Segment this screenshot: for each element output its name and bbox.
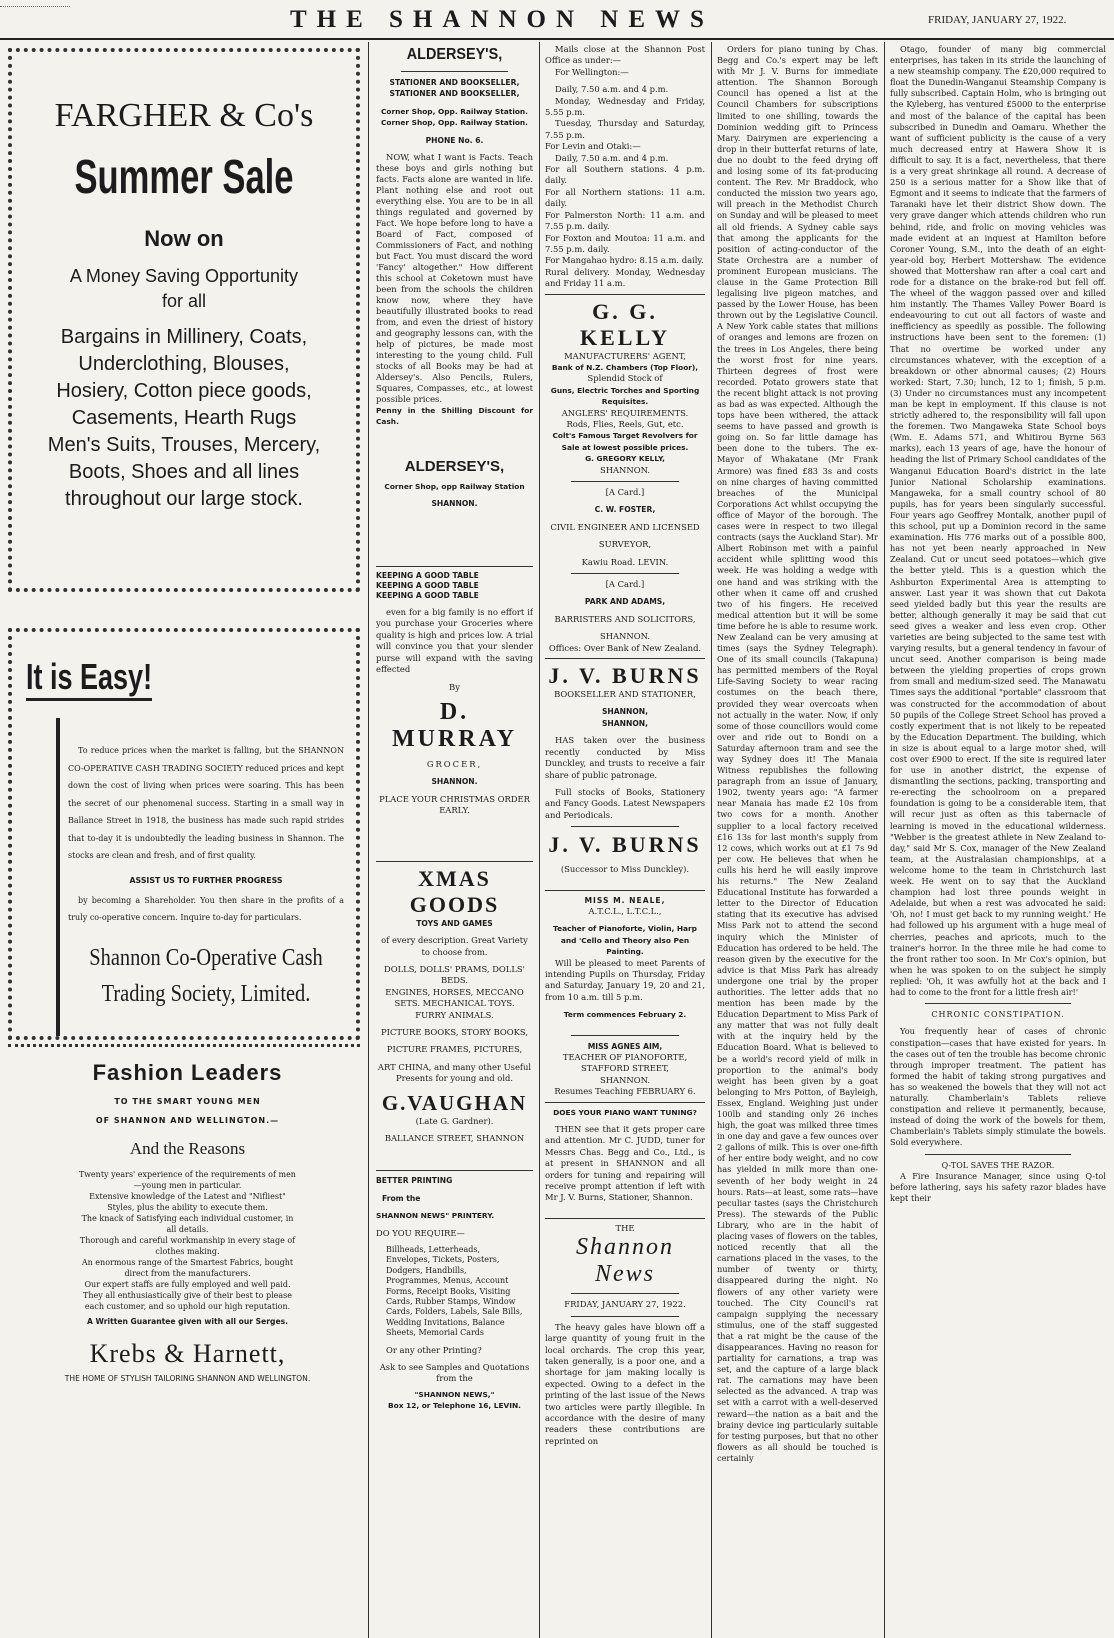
park-town: SHANNON. xyxy=(599,631,651,642)
printing-from: From the xyxy=(382,1193,421,1203)
reason-item: Thorough and careful workmanship in every stage of clothes making. xyxy=(79,1235,296,1256)
fashion-to-line: TO THE SMART YOUNG MEN xyxy=(114,1097,261,1106)
bargain-line: Hosiery, Cotton piece goods, xyxy=(56,380,312,402)
xmas-sub: TOYS AND GAMES xyxy=(416,918,493,928)
mails-line: Rural delivery. Monday, Wednesday and Friday 11 a.m. xyxy=(545,266,705,289)
easy-body: To reduce prices when the market is falling, but the SHANNON CO-OPERATIVE CASH TRADING SOCIETY reduced prices and kept down the cost of living when prices were soaring. This has been the secret of our phenomenal success. Starting in a small way in Ballance Street in 1918, the business has made such rapid strides that to-day it is undoubtedly the leading business in Shannon. The stocks are clean and fresh, and of first quality. xyxy=(68,746,344,860)
issue-date: FRIDAY, JANUARY 27, 1922. xyxy=(928,14,1067,26)
summer-sale-heading: Summer Sale xyxy=(74,151,294,204)
park-name: PARK AND ADAMS, xyxy=(584,597,666,607)
neale-atcl: A.T.C.L., L.T.C.L., xyxy=(588,905,662,916)
chronic-heading: CHRONIC CONSTIPATION. xyxy=(931,1010,1065,1020)
reason-item: An enormous range of the Smartest Fabrics, bought direct from the manufacturers. xyxy=(81,1257,294,1278)
burns-heading-2: J. V. BURNS xyxy=(548,832,702,858)
park-card: [A Card.] xyxy=(605,579,645,590)
foster-card: [A Card.] xyxy=(605,487,645,497)
bargain-line: Bargains in Millinery, Coats, xyxy=(60,326,308,348)
aldersey-sub: STATIONER AND BOOKSELLER, xyxy=(389,78,520,87)
masthead-rule xyxy=(0,6,70,12)
qtol-heading: Q-TOL SAVES THE RAZOR. xyxy=(941,1160,1055,1170)
sn-the: THE xyxy=(615,1222,635,1233)
good-table-line: KEEPING A GOOD TABLE xyxy=(376,590,479,600)
xmas-item: ART CHINA, and many other Useful Presents for young and old. xyxy=(377,1061,532,1084)
piano-body: THEN see that it gets proper care and attention. Mr C. JUDD, tuner for Messrs Chas. Begg and Co., Ltd., is at present in SHANNON and all orders for tuning and repairing will receive prompt attention if left with Mr J. V. Burns, Stationer, Shannon. xyxy=(545,1124,705,1203)
neale-term: Term commences February 2. xyxy=(563,1010,687,1020)
murray-name: D. MURRAY xyxy=(391,699,518,753)
sn-body: The heavy gales have blown off a large quantity of young fruit in the local orchards. The crop this year, taken generally, is a poor one, and a shortage for jam making locally is expected. Owing to a defect in the printing of the last issue of the News two articles were partly illegible. In accordance with the desire of many readers these contributions are reprinted on xyxy=(545,1321,705,1446)
kelly-colt: Colt's Famous Target Revolvers for Sale at lowest possible prices. xyxy=(552,431,698,452)
guarantee-line: A Written Guarantee given with all our Serges. xyxy=(86,1316,288,1326)
burns-town: SHANNON, xyxy=(601,707,649,717)
foster-civil: CIVIL ENGINEER AND LICENSED xyxy=(550,521,700,532)
kelly-guns: Guns, Electric Torches and Sporting Requisites. xyxy=(550,385,700,407)
column-5-news: Otago, founder of many big commercial enterprises, has taken in its stride the launching of a new steamship company. The £20,000 required to float the Dunedin-Wanganui Steamship Company is fully subscribed. Captain Holm, who is bringing out the Kyleberg, has ventured £5000 to the enterprise and most of the balance of the capital has been subscribed in Dunedin and Oamaru. Whether the want of sufficient publicity is the cause of a very much decreased entry at Hawera Show it is difficult to say. It is a fact, nevertheless, that there is a very great shrinkage all round. A decrease of 250 is a serious matter for a Show like that of Egmont and it seems to indicate that the farmers of Taranaki have let their district Show down. The very grave danger which attends children who run behind, ride, and frolic on moving vehicles was made evident at an inquest at Hamilton before Coroner Young, S.M., into the death of an eight-year-old boy, Herbert Mottershaw. The evidence showed that Mottershaw ran after a coal cart and rode for a distance on the brake-rod but fell off. The wheel of the waggon passed over and killed him instantly. The Thames Valley Power Board is endeavouring to cut out all factors of waste and inefficiency as speedily as possible. The following instructions have been sent to the foremen: (1) That no overtime be worked under any circumstances whatever, with the exception of a breakdown or other abnormal causes; (2) Hours worked: Start, 7.30; lunch, 12 to 1; finish, 5 p.m. (3) Under no circumstances must any incompetent man be kept in employment. If this clause is not strictly adhered to, the responsibility will fall upon the foremen. Two Mangaweka State School boys (Wm. E. Adams 571, and Whitirou Byrne 563 marks), each 13 years of age, have the honour of heading the list of Primary School candidates of the Wanganui Education Board's district in the late Junior National Scholarship examinations. Mangaweka, for a small country school of 80 pupils, has for years been singularly successful. Four years ago Geoffrey Montalk, another pupil of this school, put up a Dominion record in the same examination. His 776 marks out of a possible 800, has not yet been nearly approached in New Zealand. Cut or uncut seed potatoes—which give the better yield. This is a question which the Ashburton Experimental Area is attempting to answer. Last year it was shown that cut Dakota seed yielded badly but this year the results are better, although generally it may be said that cut seed gives a weaker and less even crop. Other varieties are being subjected to the same test with varying results, but a general tendency in favour of uncut seed. Another comparison is being made between the yielding properties of crops grown from small and medium-sized seed. The Manawatu Times says the additional "portable" classroom that was constructed for the accommodation of about 50 pupils of the College Street School has proved a costly experiment that is not likely to be repeated by the Education Department. The building, which in size is about equal to a large motor shed, will cost over £900 to erect. If the site is required later for use in another district, the expense of dismantling the sections, packing, transporting and re-erecting the schoolroom on a prepared foundation is going to be a considerable item, that will recur just as often as this tabernacle of learning is moved in the educational wilderness. "Webber is the greatest athlete in New Zealand to-day," said Mr S. Cox, manager of the New Zealand team, at the Australasian championships, at a welcome home to the team in Christchurch last week. He went on to say that the Auckland champion had lost three pounds weight in Adelaide, but when a rest was advocated he said: 'Oh, no! I must get back to my running weight.' He had followed up his argument with a huge meal of cherries, peaches and apricots, much to the trainer's horror. In the three mile he had come to the front rather too soon. In Mr Cox's opinion, but when he was spoken to on the subject he simply replied: 'Oh, it was awfully hot at the back and I had to come to the front for a little fresh air!' xyxy=(890,44,1106,997)
printing-ask: Ask to see Samples and Quotations from the xyxy=(379,1362,530,1384)
burns-town: SHANNON, xyxy=(601,718,649,728)
mails-line: Tuesday, Thursday and Saturday, 7.55 p.m. xyxy=(545,118,705,140)
masthead xyxy=(0,0,1114,40)
xmas-item: ENGINES, HORSES, MECCANO SETS. MECHANICAL TOYS. xyxy=(385,986,524,1009)
bargain-line: throughout our large stock. xyxy=(65,488,303,510)
for-all-line: for all xyxy=(161,291,206,311)
money-saving-line: A Money Saving Opportunity xyxy=(69,266,299,286)
printing-box: Box 12, or Telephone 16, LEVIN. xyxy=(388,1401,521,1411)
mails-line: For Foxton and Moutoa: 11 a.m. and 7.55 p.m. daily. xyxy=(545,232,705,254)
fashion-heading: Fashion Leaders xyxy=(92,1060,283,1085)
column-3 xyxy=(545,44,705,1638)
aldersey-town: SHANNON. xyxy=(431,499,478,509)
printing-items: Billheads, Letterheads, Envelopes, Tickets, Posters, Dodgers, Handbills, Programmes, Menus, Account Forms, Receipt Books, Visiting Cards, Rubber Stamps, Window Cards, Folders, Labels, Sale Bills, Wedding Invitations, Balance Sheets, Memorial Cards xyxy=(386,1245,523,1338)
coop-name-1: Shannon Co-Operative Cash xyxy=(89,944,323,971)
krebs-harnett-name: Krebs & Harnett, xyxy=(89,1338,286,1368)
neale-body: Will be pleased to meet Parents of intending Pupils on Thursday, Friday and Saturday, January 19, 20 and 21, from 10 a.m. till 5 p.m. xyxy=(545,957,705,1002)
newspaper-title: THE SHANNON NEWS xyxy=(290,6,714,33)
vaughan-late: (Late G. Gardner). xyxy=(415,1115,494,1126)
aldersey-heading: ALDERSEY'S, xyxy=(406,46,503,63)
aim-teacher: TEACHER OF PIANOFORTE, xyxy=(562,1052,688,1062)
divider-ornament xyxy=(8,1044,360,1047)
kelly-anglers: ANGLERS' REQUIREMENTS. xyxy=(561,407,689,418)
column-5 xyxy=(890,44,1106,1638)
kelly-name: G. GREGORY KELLY, xyxy=(585,454,665,464)
xmas-item: DOLLS, DOLLS' PRAMS, DOLLS' BEDS. xyxy=(384,963,525,986)
murray-town: SHANNON. xyxy=(431,777,478,787)
printing-heading: BETTER PRINTING xyxy=(376,1176,453,1186)
vaughan-street: BALLANCE STREET, SHANNON xyxy=(384,1132,525,1143)
mails-line: Daily, 7.50 a.m. and 4 p.m. xyxy=(555,84,669,95)
it-is-easy-heading: It is Easy! xyxy=(26,656,152,701)
burns-book: BOOKSELLER AND STATIONER, xyxy=(554,689,696,700)
reason-item: Our expert staffs are fully employed and well paid. They all enthusiastically give of their best to please each customer, and so uphold our high reputation. xyxy=(82,1279,292,1311)
fashion-advert xyxy=(20,1052,355,1384)
xmas-item: PICTURE FRAMES, PICTURES, xyxy=(386,1044,523,1055)
reason-item: Twenty years' experience of the requirements of men—young men in particular. xyxy=(79,1169,296,1190)
aldersey-phone: PHONE No. 6. xyxy=(425,135,484,145)
xmas-item: PICTURE BOOKS, STORY BOOKS, xyxy=(381,1026,528,1037)
sn-date: FRIDAY, JANUARY 27, 1922. xyxy=(564,1299,686,1310)
murray-body: even for a big family is no effort if you purchase your Groceries where quality is high and prices low. A trial will convince you that your slender purse will expand with the saving effected xyxy=(376,606,533,675)
mails-wellington: For Wellington:— xyxy=(555,66,629,77)
mails-line: Daily, 7.50 a.m. and 4 p.m. xyxy=(555,152,669,163)
piano-question: DOES YOUR PIANO WANT TUNING? xyxy=(553,1107,697,1117)
xmas-item: FURRY ANIMALS. xyxy=(415,1009,494,1020)
aim-name: MISS AGNES AIM, xyxy=(587,1041,663,1051)
aim-street: STAFFORD STREET, xyxy=(581,1063,669,1074)
kelly-agent: MANUFACTURERS' AGENT, xyxy=(564,350,686,361)
column-4 xyxy=(717,44,878,1638)
column-rule-4 xyxy=(884,42,885,1638)
mails-line: For Levin and Otaki:— xyxy=(545,141,641,152)
easy-left-bar xyxy=(56,718,60,1036)
burns-stocks: Full stocks of Books, Stationery and Fancy Goods. Latest Newspapers and Periodicals. xyxy=(545,786,705,820)
kelly-rods: Rods, Flies, Reels, Gut, etc. xyxy=(566,418,684,429)
good-table-line: KEEPING A GOOD TABLE xyxy=(376,580,479,590)
column-4-news: Orders for piano tuning by Chas. Begg and Co.'s expert may be left with Mr J. V. Burns for immediate attention. The Shannon Borough Council has opened a list at the Council Chambers for subscriptions limited to one shilling, towards the Dominion wedding gift to Princess Mary. Dairymen are experiencing a drop in their butterfat returns of late, due no doubt to the feed drying off and losing some of its fat-producing content. The Rev. Mr Braddock, who conducted the mission two years ago, will preach in the Methodist Church on Sunday and will be pleased to meet all old friends. A Sydney cable says that among the applicants for the position of acting-conductor of the State Orchestra are a number of prominent European musicians. The clause in the Game Protection Bill legalising live pigeon matches, and passed by the Lower House, has been thrown out by the Legislative Council. A New York cable states that millions of oranges and lemons are frozen on the trees in Los Angeles, there being the worst frost for nine years. Thirteen degrees of frost were recorded. Potato growers state that the recent blight attack is not proving as bad as was expected. Although the tops have been withered, the attack seems to have passed and growth is going on. So far little damage has been done to the tubers. The ex-Mayor of Whakatane (Mr Frank Armore) was fined £83 3s and costs on nine charges of having committed breaches of the Municipal Corporations Act whilst occupying the office of Mayor of the borough. The cases were in respect to two illegal contracts (says the Auckland Star). Mr Albert Robinson met with a painful accident while splitting wood this week. He was holding a wedge with one hand and was striking with the other when it came off and crushed two of his fingers. He received medical attention but it will be some time before he is able to resume work. New Zealand can be very amusing at times (says the Sydney Telegraph). One of its small councils (Takapuna) has permitted members of the Royal Life-Saving Society to wear racing costumes on the beach there, provided they wear overcoats when not actually in the water. Now, if only some of those councillors would come over and ride out to Bondi on a Saturday afternoon tram and see the way Sydney does it! The Manaia Witness republishes the following paragraph from an issue of January, 1902, twenty years ago: "A farmer near Manaia has made £2 10s from two cows for a month. Another supplier to a local factory received £16 13s for last month's supply from 12 cows, which works out at £1 7s 9d per cow. He believes that when he culls his herd he will easily improve his returns." The New Zealand Educational Institute has forwarded a letter to the Director of Education stating that its executive has advised Miss Park not to attend the second inquiry which the Minister of Education has ordered to be held. The reason given by the executive for the advice is that Miss Park has already undergone one trial by the proper authorities. The letter adds that no mention has been made by the Education Department to Miss Park of any matter that was not fully dealt with at the inquiry held by the Education Board. What is believed to be a world's record yield of milk in proportion to the animal's body weight has been given by a goat belonging to Mrs Potton, of Bayleigh, Essex, England. Weighing just under 100lb and standing only 26 inches high, the goat was milked three times in one day and gave a few ounces over 2 gallons of milk. This is over one-fifth of her entire body weight, and no cow has yielded in milk more than one-seventh of her body weight in 24 hours. Rats—at least, some rats—have peculiar tastes (says the Christchurch Press). The stewards of the Public Library, who are in the habit of placing vases of flowers on the tables, noticed recently that all the carnations placed in the vases, to the number of twenty or thirty, disappeared during the night. No flowers of any other variety were touched. The City Council's rat campaign supplying the necessary stimulus, one of the staff suggested that a rat might be the cause of the disappearances. Having no reason for partiality for carnations, a trap was set, and the capture of a large black rat. The carnations may have been selected as the advanced. A trap was set with a carrot with a well-deserved reward—the nation as a bait and the brainy device ing particularly suitable for testing purposes, but that no other flowers as all should be touched is certainly xyxy=(717,44,878,1463)
kelly-town: SHANNON. xyxy=(599,464,651,475)
coop-advert xyxy=(8,628,360,1040)
reasons-heading: And the Reasons xyxy=(129,1138,246,1158)
foster-name: C. W. FOSTER, xyxy=(594,505,656,515)
aldersey-corner-2: Corner Shop, opp Railway Station xyxy=(384,481,525,491)
column-2 xyxy=(376,44,533,1638)
printing-require: DO YOU REQUIRE— xyxy=(376,1227,465,1238)
aldersey-heading-2: ALDERSEY'S, xyxy=(404,457,505,475)
aldersey-sub: STATIONER AND BOOKSELLER, xyxy=(389,89,520,99)
shareholder-text: by becoming a Shareholder. You then share in the profits of a truly co-operative concern. Inquire to-day for particulars. xyxy=(68,895,344,922)
krebs-footer: THE HOME OF STYLISH TAILORING SHANNON AND WELLINGTON. xyxy=(64,1373,311,1383)
kelly-splendid: Splendid Stock of xyxy=(587,373,663,384)
murray-grocer: GROCER, xyxy=(426,759,483,770)
bargain-line: Boots, Shoes and all lines xyxy=(68,461,300,483)
reason-item: Extensive knowledge of the Latest and "Nifliest" Styles, plus the ability to execute them. xyxy=(89,1191,286,1212)
mails-line: For all Northern stations: 11 a.m. daily. xyxy=(545,186,705,209)
murray-by: By xyxy=(449,681,460,692)
xmas-desc: of every description. Great Variety to choose from. xyxy=(381,935,528,957)
mails-head: Mails close at the Shannon Post Office as under:— xyxy=(545,44,705,66)
mails-line: For Palmerston North: 11 a.m. and 7.55 p.m. daily. xyxy=(545,209,705,232)
burns-successor: (Successor to Miss Dunckley). xyxy=(560,864,690,875)
printing-other: Or any other Printing? xyxy=(386,1344,482,1355)
mails-line: For all Southern stations. 4 p.m. daily. xyxy=(545,164,705,186)
printing-news: "SHANNON NEWS," xyxy=(414,1389,495,1399)
assist-heading: ASSIST US TO FURTHER PROGRESS xyxy=(129,875,283,885)
fargher-advert xyxy=(8,48,360,592)
neale-teacher: Teacher of Pianoforte, Violin, Harp and 'Cello and Theory also Pen Painting. xyxy=(553,924,697,957)
kelly-heading: G. G. KELLY xyxy=(579,298,670,350)
aldersey-penny: Penny in the Shilling Discount for Cash. xyxy=(376,406,533,427)
aldersey-corner: Corner Shop, Opp. Railway Station. xyxy=(381,118,528,128)
foster-surveyor: SURVEYOR, xyxy=(598,539,652,550)
now-on-heading: Now on xyxy=(144,226,224,251)
chronic-body: You frequently hear of cases of chronic constipation—cases that have existed for years. In the cases out of ten the trouble has become chronic through improper treatment. The patient has formed the habit of taking strong purgatives and has so weakened the bowels that they will not act naturally. Chamberlain's Tablets relieve constipation and relieve it permanently, because, instead of doing the work of the bowels for them, Chamberlain's Tablets simply stimulate the bowels. Sold everywhere. xyxy=(890,1026,1106,1148)
reason-item: The knack of Satisfying each individual customer, in all details. xyxy=(81,1213,294,1234)
park-offices: Offices: Over Bank of New Zealand. xyxy=(548,642,702,653)
qtol-body: A Fire Insurance Manager, since using Q-tol before lathering, says his safety razor blades have kept their xyxy=(890,1170,1106,1204)
neale-name: MISS M. NEALE, xyxy=(584,895,666,905)
mails-line: Monday, Wednesday and Friday, 5.55 p.m. xyxy=(545,95,705,118)
printing-shop: SHANNON NEWS" PRINTERY. xyxy=(376,1211,495,1221)
sn-title: Shannon News xyxy=(576,1234,674,1288)
vaughan-name: G.VAUGHAN xyxy=(381,1090,528,1115)
foster-addr: Kawiu Road. LEVIN. xyxy=(581,556,669,567)
bargain-line: Underclothing, Blouses, xyxy=(78,353,290,375)
fargher-title: FARGHER & Co's xyxy=(54,97,314,134)
aim-town: SHANNON. xyxy=(599,1074,651,1085)
aldersey-body: NOW, what I want is Facts. Teach these boys and girls nothing but facts. Facts alone are wanted in life. Plant nothing else and root out everything else. You are to be in all things regulated and governed by Fact. We hope before long to have a Board of Fact, composed of Commissioners of Fact, and nothing but Fact. You must discard the word 'Fancy' altogether." How different this school at Coketown must have been from the schools the children know now, where they have beautifully illustrated books to read from, and even the driest of history and geography lessons can, with the help of pictures, be made most interesting to the young child. Full stocks of all Books may be had at Aldersey's. Also Pencils, Rulers, Squares, Compasses, etc., at lowest possible prices. xyxy=(376,152,533,405)
column-rule-1 xyxy=(368,42,369,1638)
murray-christmas: PLACE YOUR CHRISTMAS ORDER EARLY. xyxy=(379,793,530,816)
aldersey-corner: Corner Shop, Opp. Railway Station. xyxy=(381,106,528,116)
burns-body: HAS taken over the business recently conducted by Miss Dunckley, and trusts to receive a fair share of public patronage. xyxy=(545,735,705,780)
mails-line: For Mangahao hydro: 8.15 a.m. daily. xyxy=(545,255,704,266)
coop-name-2: Trading Society, Limited. xyxy=(101,980,311,1007)
bargain-line: Casements, Hearth Rugs xyxy=(71,407,297,429)
bargain-line: Men's Suits, Trouses, Mercery, xyxy=(47,434,321,456)
xmas-heading: XMAS GOODS xyxy=(409,865,500,917)
fashion-to-line-2: OF SHANNON AND WELLINGTON.— xyxy=(95,1116,280,1126)
column-rule-3 xyxy=(711,42,712,1638)
burns-heading: J. V. BURNS xyxy=(548,663,702,689)
column-rule-2 xyxy=(539,42,540,1638)
park-barristers: BARRISTERS AND SOLICITORS, xyxy=(554,613,696,624)
kelly-bank: Bank of N.Z. Chambers (Top Floor), xyxy=(551,362,699,372)
good-table-line: KEEPING A GOOD TABLE xyxy=(376,570,479,580)
aim-resumes: Resumes Teaching FEBRUARY 6. xyxy=(554,1086,696,1097)
